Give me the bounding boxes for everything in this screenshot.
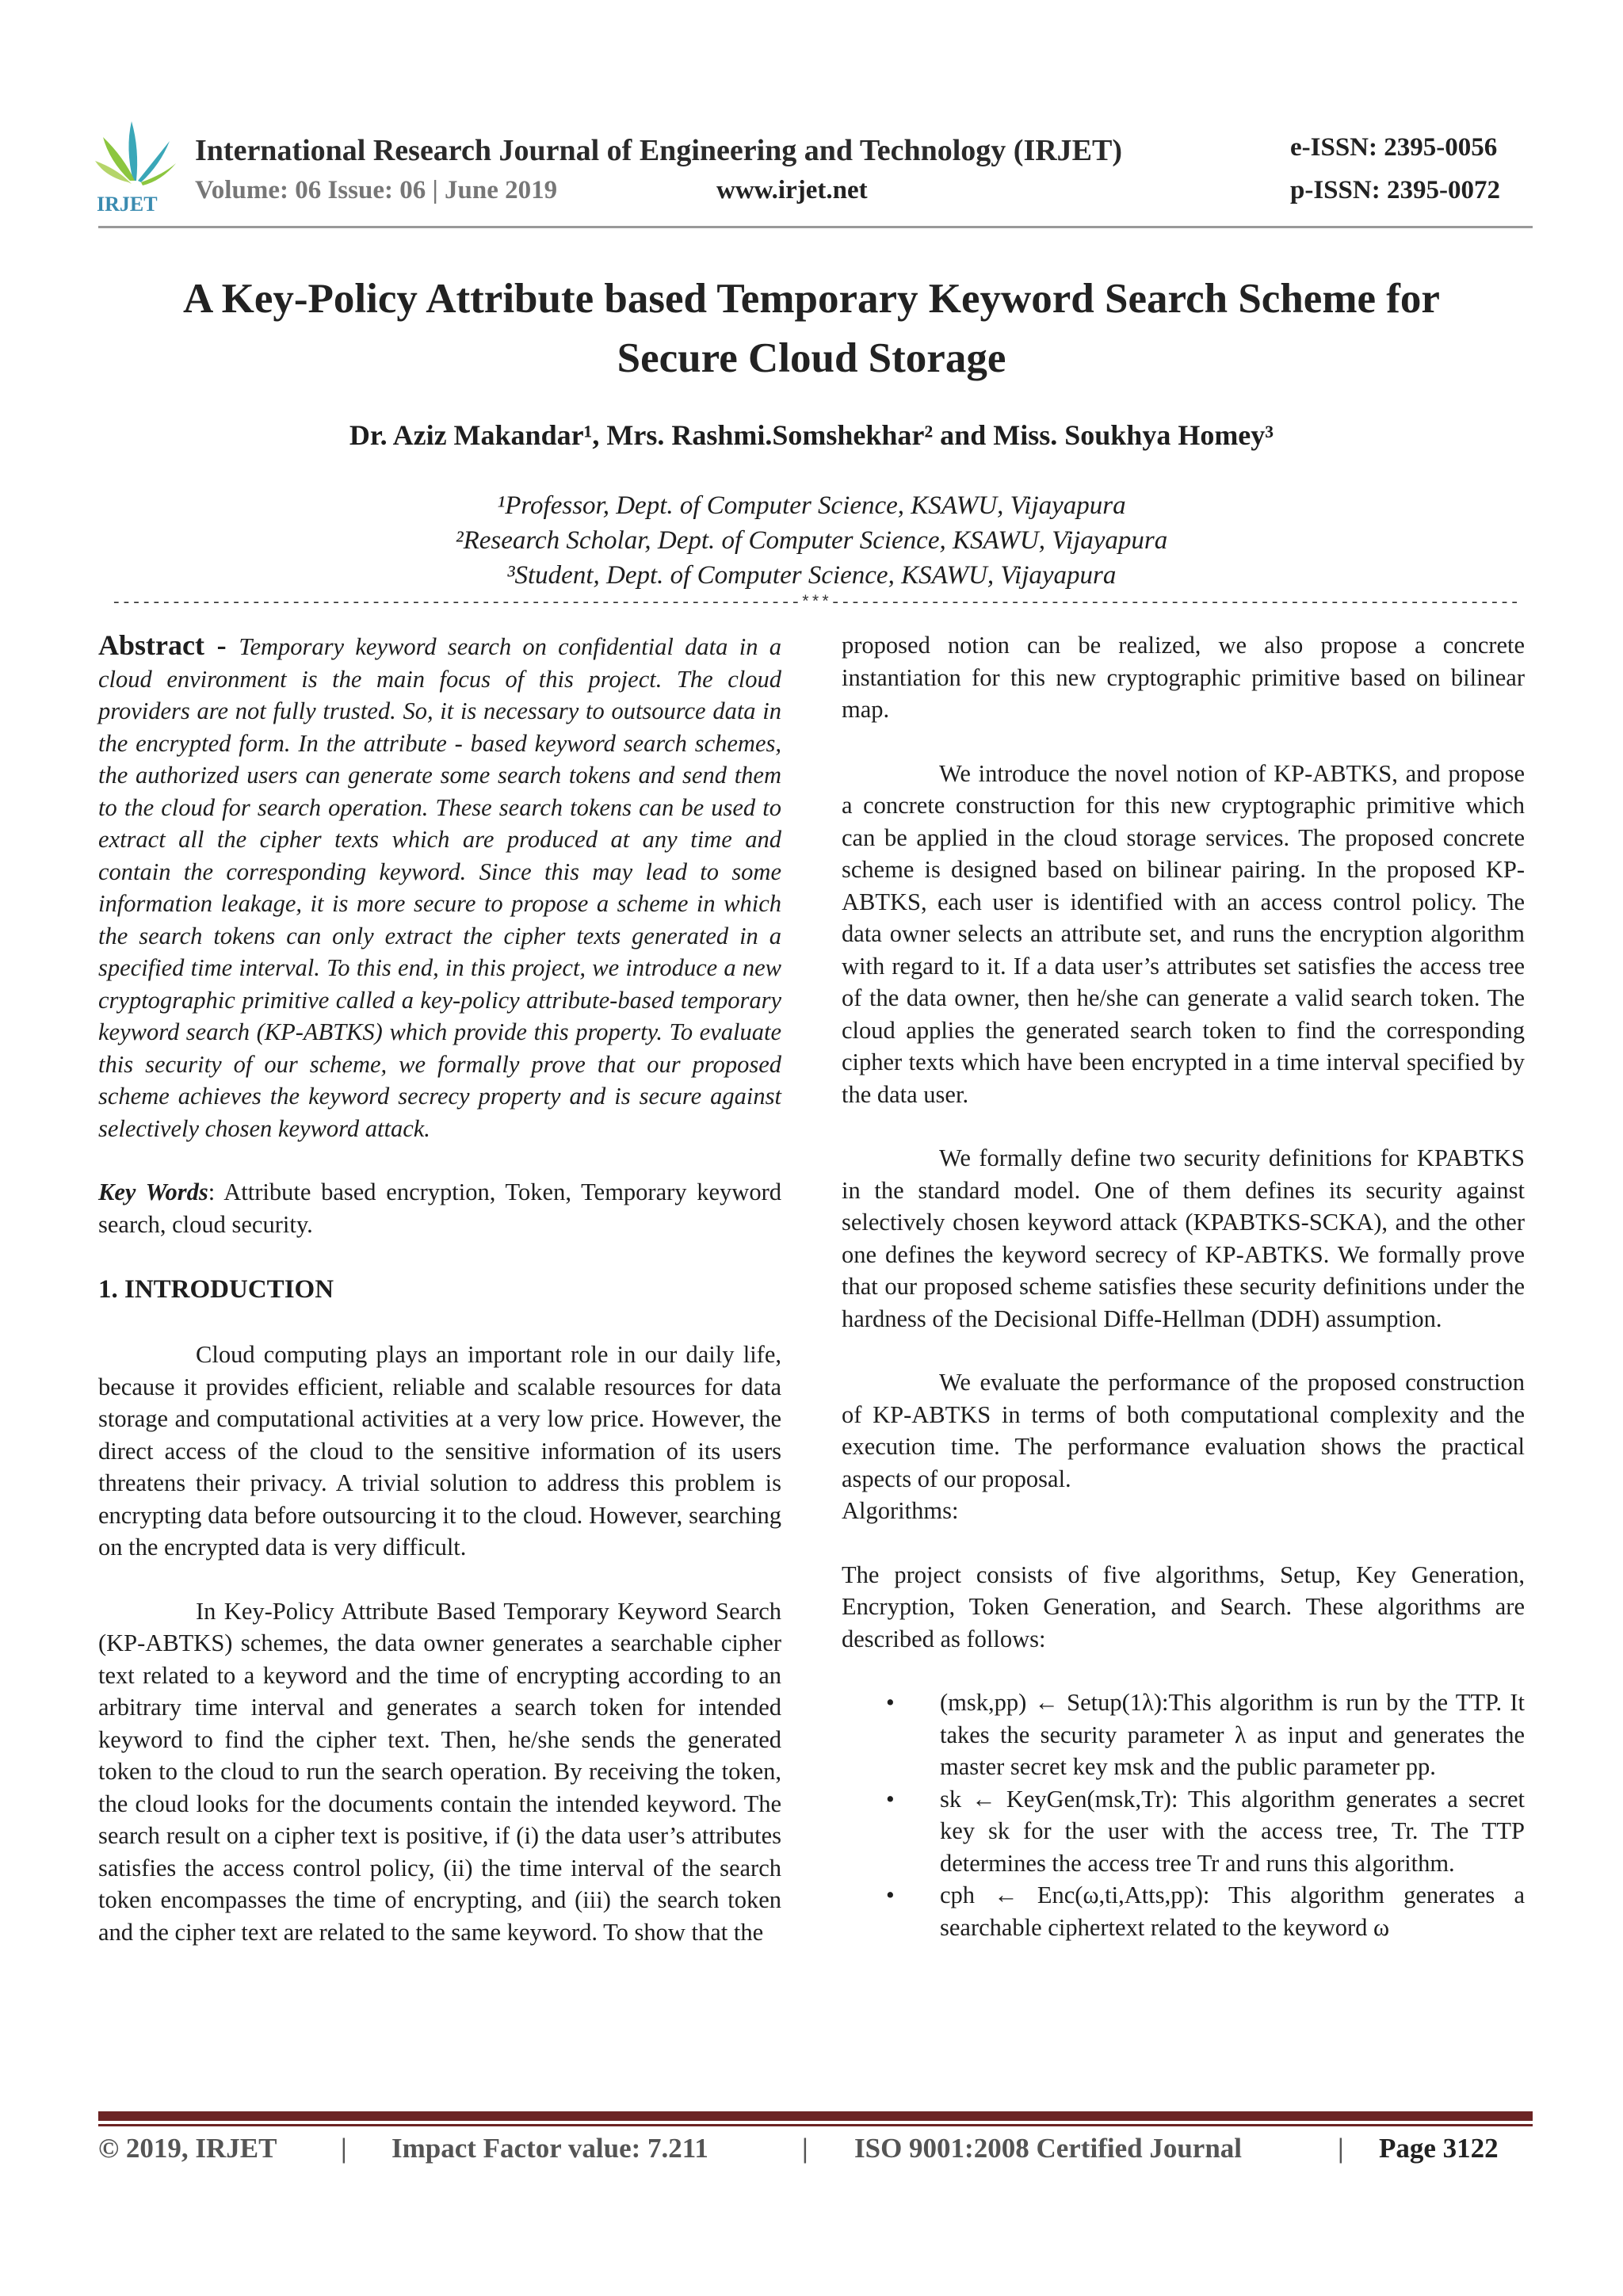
keywords [98, 1176, 781, 1240]
footer-copyright: © 2019, IRJET [98, 2133, 277, 2164]
bullet-icon: • [886, 1785, 895, 1813]
list-item-text: (msk,pp) ← Setup(1λ):This algorithm is run by the TTP. It takes the security parameter λ as input and generates the master secret key msk and the public parameter pp. [940, 1689, 1525, 1780]
footer-divider: | [341, 2133, 347, 2164]
algorithm-list [842, 1687, 1525, 1943]
footer-bar [98, 2111, 1533, 2121]
right-paragraph-1: proposed notion can be realized, we also propose a concrete instantiation for this new cryptographic primitive based on bilinear map. [842, 632, 1525, 723]
keywords-text: : Attribute based encryption, Token, Temporary keyword search, cloud security. [98, 1179, 781, 1238]
keywords-label: Key Words [98, 1179, 208, 1205]
journal-website-link[interactable]: www.irjet.net [716, 176, 868, 204]
right-paragraph-5: The project consists of five algorithms, Setup, Key Generation, Encryption, Token Generation, and Search. These algorithms are described as follows: [842, 1561, 1525, 1652]
bullet-icon: • [886, 1689, 895, 1716]
right-paragraph-4 [842, 1366, 1525, 1527]
paper-title [79, 269, 1544, 388]
authors: Dr. Aziz Makandar¹, Mrs. Rashmi.Somshekhar² and Miss. Soukhya Homey³ [349, 419, 1274, 451]
footer-divider: | [802, 2133, 808, 2164]
list-item-text: cph ← Enc(ω,ti,Atts,pp): This algorithm generates a searchable ciphertext related to the keyword ω [940, 1881, 1525, 1941]
list-item [842, 1783, 1525, 1880]
footer-impact-factor: Impact Factor value: 7.211 [391, 2133, 708, 2164]
e-issn: e-ISSN: 2395-0056 [1290, 133, 1498, 162]
list-item-text: sk ← KeyGen(msk,Tr): This algorithm generates a secret key sk for the user with the access tree, Tr. The TTP determines the access tree Tr and runs this algorithm. [940, 1785, 1525, 1877]
abstract-label: Abstract - [98, 629, 239, 661]
abstract-text: Temporary keyword search on confidential data in a cloud environment is the main focus of this project. The cloud providers are not fully trusted. So, it is necessary to outsource data in the encrypted form. In the attribute - based keyword search schemes, the authorized users can generate some search tokens and send them to the cloud for search operation. These search tokens can be used to extract all the cipher texts which are produced at any time and contain the corresponding keyword. Since this may lead to some information leakage, it is more secure to propose a scheme in which the search tokens can only extract the cipher texts generated in a specified time interval. To this end, in this project, we introduce a new cryptographic primitive called a key-policy attribute-based temporary keyword search (KP-ABTKS) which provide this property. To evaluate this security of our scheme, we formally prove that our proposed scheme achieves the keyword secrecy property and is secure against selectively chosen keyword attack. [98, 633, 781, 1142]
introduction-heading: 1. INTRODUCTION [98, 1275, 334, 1304]
footer-divider: | [1338, 2133, 1344, 2164]
bullet-icon: • [886, 1881, 895, 1908]
right-column [842, 629, 1525, 1975]
footer-iso: ISO 9001:2008 Certified Journal [854, 2133, 1243, 2164]
header-divider [98, 226, 1533, 228]
footer-bar-thin [98, 2124, 1533, 2126]
list-item [842, 1879, 1525, 1943]
left-column [98, 629, 781, 1980]
title-line-2: Secure Cloud Storage [617, 335, 1006, 381]
intro-paragraph-1: Cloud computing plays an important role in our daily life, because it provides efficient, reliable and scalable resources for data storage and computational activities at a very low price. However, the direct access of the cloud to the sensitive information of its users threatens their privacy. A trivial solution to address this problem is encrypting data before outsourcing it to the cloud. However, searching on the encrypted data is very difficult. [98, 1341, 781, 1561]
p-issn: p-ISSN: 2395-0072 [1290, 176, 1500, 204]
evaluation-text: We evaluate the performance of the proposed construction of KP-ABTKS in terms of both computational complexity and the execution time. The performance evaluation shows the practical aspects of our proposal. [842, 1369, 1525, 1492]
algorithms-label: Algorithms: [842, 1497, 959, 1524]
title-line-1: A Key-Policy Attribute based Temporary Keyword Search Scheme for [183, 276, 1440, 322]
svg-text:IRJET: IRJET [97, 193, 158, 214]
section-heading [98, 1272, 781, 1307]
right-paragraph-3: We formally define two security definitions for KPABTKS in the standard model. One of them defines its security against selectively chosen keyword attack (KPABTKS-SCKA), and the other one defines the keyword secrecy of KP-ABTKS. We formally prove that our proposed scheme satisfies these security definitions under the hardness of the Decisional Diffe-Hellman (DDH) assumption. [842, 1144, 1525, 1332]
right-paragraph-2: We introduce the novel notion of KP-ABTKS, and propose a concrete construction for this new cryptographic primitive which can be applied in the cloud storage services. The proposed concrete scheme is designed based on bilinear pairing. In the proposed KP-ABTKS, each user is identified with an access control policy. The data owner selects an attribute set, and runs the encryption algorithm with regard to it. If a data user’s attributes set satisfies the access tree of the data owner, then he/she can generate a valid search token. The cloud applies the generated search token to find the corresponding cipher texts which have been encrypted in a time interval specified by the data user. [842, 759, 1525, 1108]
section-separator: ---------------------------------------------------------------------***--------------------------------------------------------------------- [111, 594, 1520, 613]
journal-title: International Research Journal of Engineering and Technology (IRJET) [195, 134, 1123, 167]
affiliation-2: ²Research Scholar, Dept. of Computer Science, KSAWU, Vijayapura [455, 526, 1168, 555]
affiliation-3: ³Student, Dept. of Computer Science, KSAWU, Vijayapura [506, 561, 1117, 590]
abstract [98, 629, 781, 1144]
leaf-logo-icon [94, 117, 178, 214]
list-item [842, 1687, 1525, 1783]
intro-paragraph-2: In Key-Policy Attribute Based Temporary Keyword Search (KP-ABTKS) schemes, the data owner generates a searchable cipher text related to a keyword and the time of encrypting according to an arbitrary time interval and generates a search token for intended keyword to find the cipher text. Then, he/she sends the generated token to the cloud to run the search operation. By receiving the token, the cloud looks for the documents contain the intended keyword. The search result on a cipher text is positive, if (i) the data user’s attributes satisfies the access control policy, (ii) the time interval of the search token encompasses the time of encrypting, and (iii) the search token and the cipher text are related to the same keyword. To show that the [98, 1597, 781, 1946]
irjet-logo [94, 117, 178, 214]
footer-page-number: Page 3122 [1379, 2133, 1499, 2164]
affiliation-1: ¹Professor, Dept. of Computer Science, KSAWU, Vijayapura [497, 491, 1126, 520]
volume-issue: Volume: 06 Issue: 06 | June 2019 [195, 176, 558, 204]
